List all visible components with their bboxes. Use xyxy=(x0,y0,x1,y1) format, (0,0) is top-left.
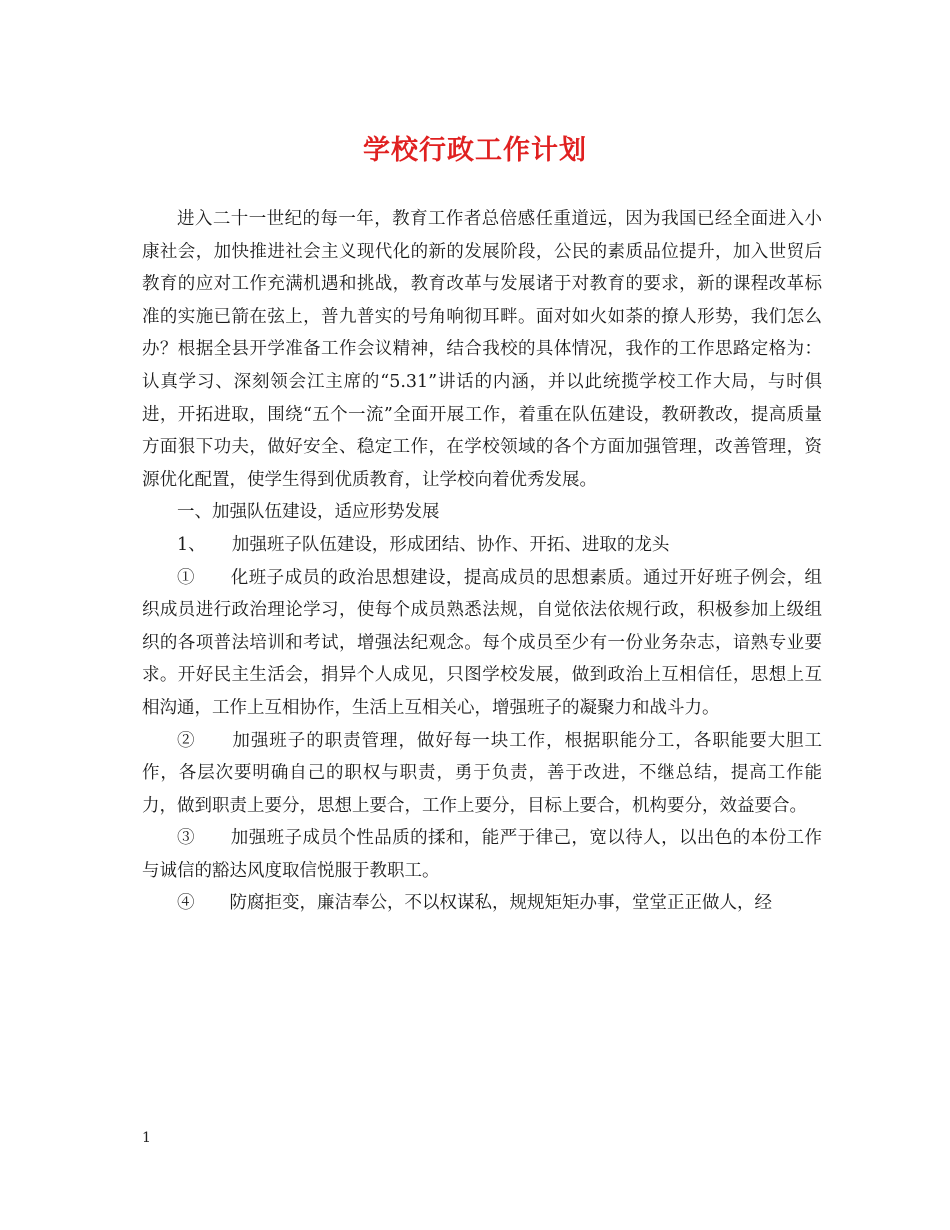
document-title: 学校行政工作计划 xyxy=(363,135,587,166)
section-heading-1: 一、加强队伍建设，适应形势发展 xyxy=(177,502,440,523)
intro-paragraph: 进入二十一世纪的每一年，教育工作者总倍感任重道远，因为我国已经全面进入小康社会，加快推进社会主义现代化的新的发展阶段，公民的素质品位提升，加入世贸后教育的应对工作充满机遇和挑战，教育改革与发展诸于对教育的要求，新的课程改革标准的实施已箭在弦上，普九普实的号角响彻耳畔。面对如火如荼的撩人形势，我们怎么办？根据全县开学准备工作会议精神，结合我校的具体情况，我作的工作思路定格为：认真学习、深刻领会江主席的“5.31”讲话的内涵，并以此统揽学校工作大局，与时俱进，开拓进取，围绕“五个一流”全面开展工作，着重在队伍建设，教研教改，提高质量方面狠下功夫，做好安全、稳定工作，在学校领域的各个方面加强管理，改善管理，资源优化配置，使学生得到优质教育，让学校向着优秀发展。 xyxy=(142,209,822,490)
page-number: 1 xyxy=(142,1130,151,1146)
item-paragraph-3: ③ 加强班子成员个性品质的揉和，能严于律己，宽以待人，以出色的本份工作与诚信的豁达风度取信悦服于教职工。 xyxy=(142,828,822,881)
item-paragraph-1: ① 化班子成员的政治思想建设，提高成员的思想素质。通过开好班子例会，组织成员进行政治理论学习，使每个成员熟悉法规，自觉依法依规行政，积极参加上级组织的各项普法培训和考试，增强法纪观念。每个成员至少有一份业务杂志，谙熟专业要求。开好民主生活会，捐异个人成见，只图学校发展，做到政治上互相信任，思想上互相沟通，工作上互相协作，生活上互相关心，增强班子的凝聚力和战斗力。 xyxy=(142,567,822,718)
subsection-heading-1: 1、 加强班子队伍建设，形成团结、协作、开拓、进取的龙头 xyxy=(177,534,670,555)
item-paragraph-2: ② 加强班子的职责管理，做好每一块工作，根据职能分工，各职能要大胆工作，各层次要明确自己的职权与职责，勇于负责，善于改进，不继总结，提高工作能力，做到职责上要分，思想上要合，工作上要分，目标上要合，机构要分，效益要合。 xyxy=(142,730,822,816)
document-body xyxy=(142,203,822,920)
item-paragraph-4: ④ 防腐拒变，廉洁奉公，不以权谋私，规规矩矩办事，堂堂正正做人，经 xyxy=(177,893,772,914)
